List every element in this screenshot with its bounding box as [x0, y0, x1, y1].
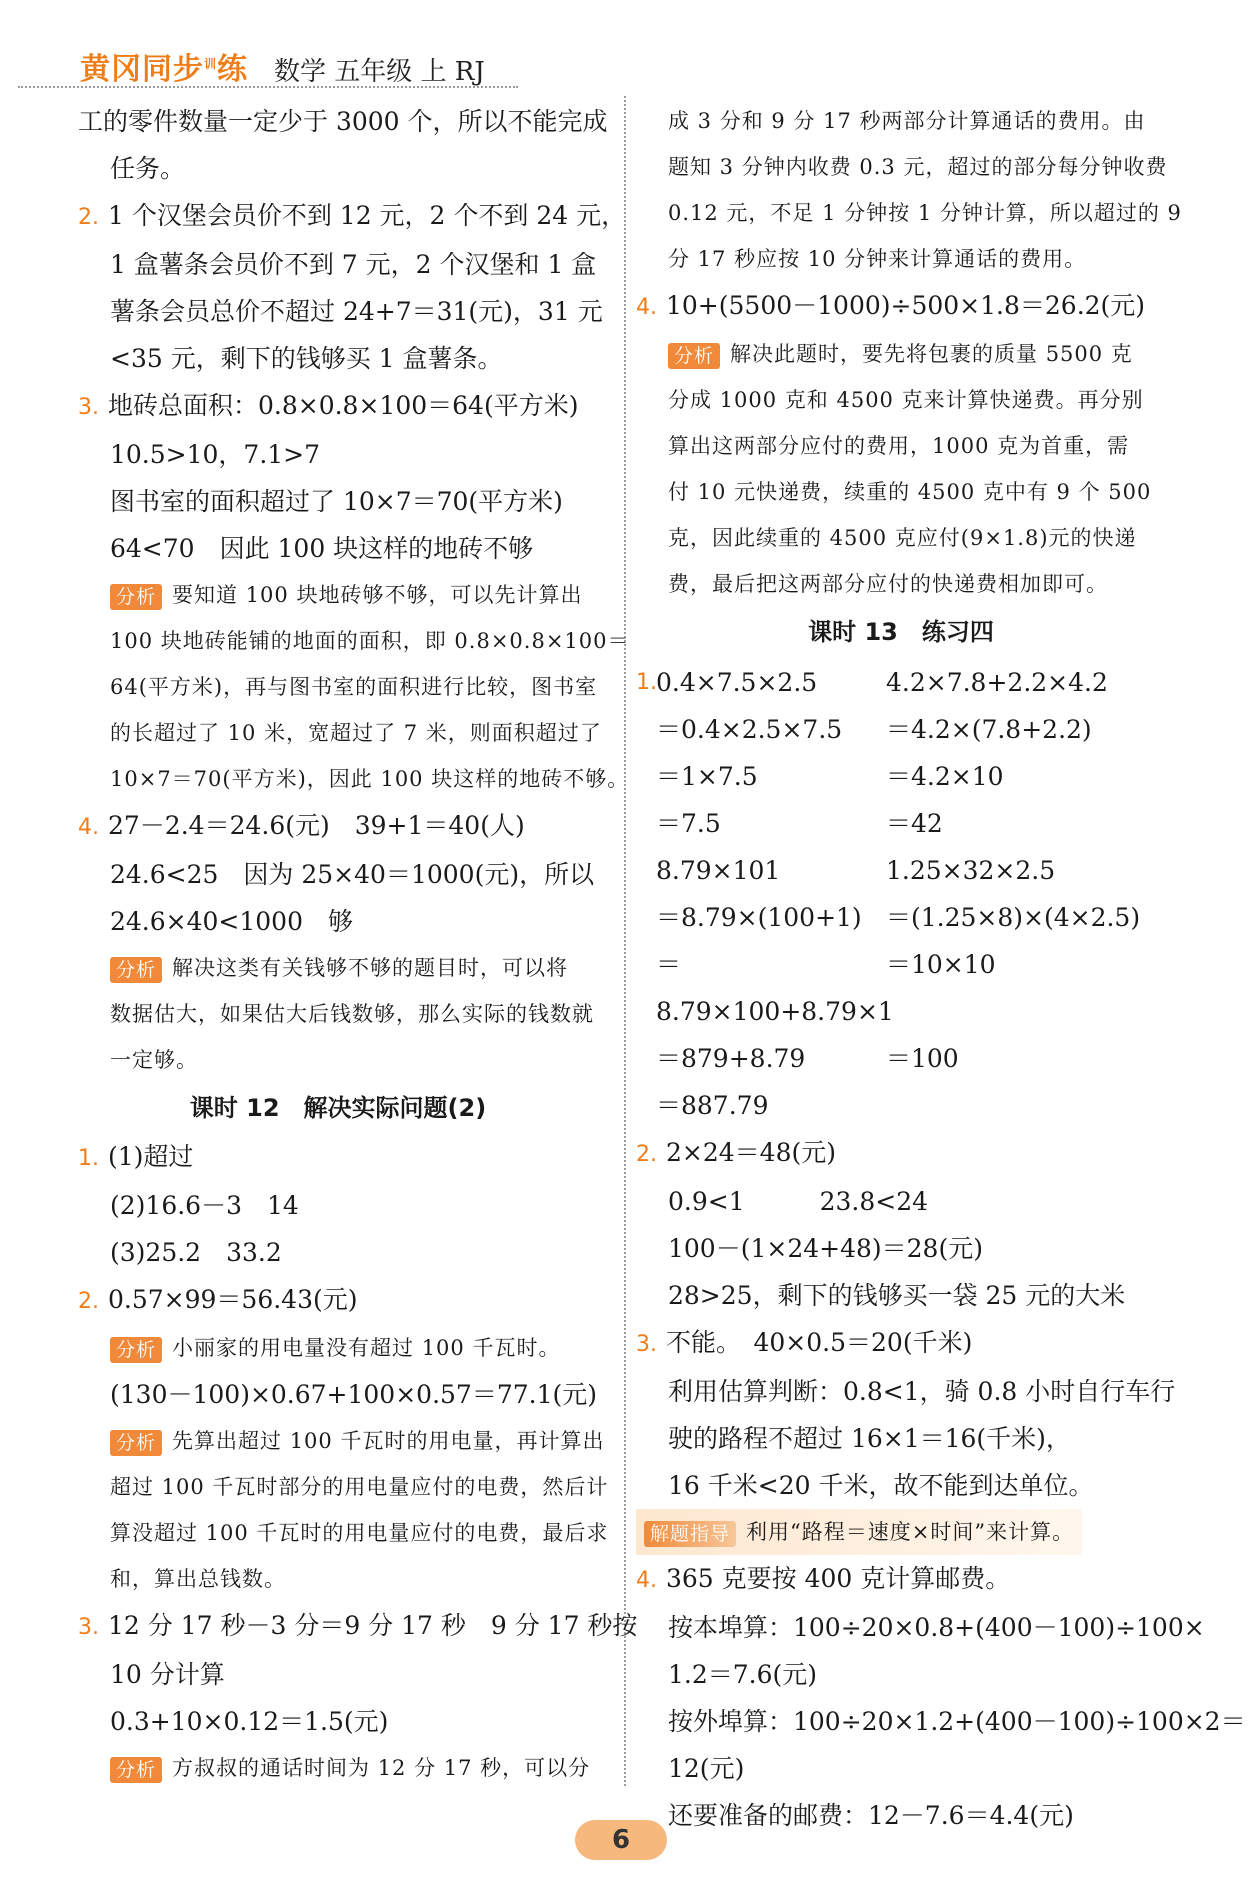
answer-text: 10 分计算: [110, 1660, 225, 1689]
calc-right: 1.25×32×2.5: [886, 856, 1056, 885]
analysis-text: 0.12 元，不足 1 分钟按 1 分钟计算，所以超过的 9: [668, 201, 1182, 225]
question-number: 3.: [78, 1615, 99, 1640]
question-number: 3.: [636, 1332, 657, 1357]
answer-text: 365 克要按 400 克计算邮费。: [666, 1564, 1011, 1593]
question-number: 2.: [636, 1142, 657, 1167]
text-line: 工的零件数量一定少于 3000 个，所以不能完成: [78, 107, 608, 136]
answer-text: 28>25，剩下的钱够买一袋 25 元的大米: [668, 1281, 1126, 1310]
analysis-tag: 分析: [110, 1337, 162, 1363]
calc-left: ＝8.79×(100+1): [656, 903, 862, 932]
answer-text: 按本埠算：100÷20×0.8+(400－100)÷100×: [668, 1613, 1205, 1642]
answer-text: 0.9<1 23.8<24: [668, 1187, 929, 1216]
answer-text: (130－100)×0.67+100×0.57＝77.1(元): [110, 1380, 597, 1409]
calc-row: [636, 706, 1166, 753]
analysis-text: 数据估大，如果估大后钱数够，那么实际的钱数就: [110, 1002, 594, 1026]
answer-text: 12(元): [668, 1754, 745, 1783]
analysis-text: 克，因此续重的 4500 克应付(9×1.8)元的快递: [668, 526, 1137, 550]
analysis-text: 超过 100 千瓦时部分的用电量应付的电费，然后计: [110, 1475, 609, 1499]
answer-text: 12 分 17 秒－3 分＝9 分 17 秒 9 分 17 秒按: [108, 1611, 638, 1640]
answer-text: 10+(5500－1000)÷500×1.8＝26.2(元): [666, 291, 1146, 320]
answer-text: 24.6×40<1000 够: [110, 907, 353, 936]
calc-left: ＝1×7.5: [656, 762, 758, 791]
answer-text: 还要准备的邮费：12－7.6＝4.4(元): [668, 1801, 1074, 1830]
column-divider: [624, 96, 626, 1786]
calc-row: [636, 894, 1166, 941]
brand-logo: 黄冈同步$^训$练: [80, 52, 249, 87]
calc-right: ＝10×10: [886, 950, 996, 979]
analysis-text: 先算出超过 100 千瓦时的用电量，再计算出: [172, 1429, 605, 1453]
analysis-tag: 分析: [110, 1430, 162, 1456]
answer-text: 0.57×99＝56.43(元): [108, 1285, 358, 1314]
calc-left: ＝879+8.79: [656, 1044, 806, 1073]
text-line: 任务。: [110, 154, 186, 183]
analysis-text: 解决这类有关钱够不够的题目时，可以将: [172, 956, 569, 980]
left-column: [78, 98, 638, 1791]
question-number: 1.: [636, 670, 657, 695]
calc-right: ＝(1.25×8)×(4×2.5): [886, 903, 1141, 932]
answer-text: 按外埠算：100÷20×1.2+(400－100)÷100×2＝: [668, 1707, 1246, 1736]
analysis-text: 解决此题时，要先将包裹的质量 5500 克: [730, 342, 1133, 366]
calc-left: ＝8.79×100+8.79×1: [656, 950, 894, 1026]
calc-row: [636, 1035, 1166, 1082]
analysis-tag: 分析: [110, 957, 162, 983]
analysis-text: 100 块地砖能铺的地面的面积，即 0.8×0.8×100＝: [110, 629, 630, 653]
analysis-tag: 分析: [110, 584, 162, 610]
lesson-heading: 课时 13 练习四: [808, 618, 994, 646]
question-number: 4.: [636, 1568, 657, 1593]
answer-text: 100－(1×24+48)＝28(元): [668, 1234, 983, 1263]
analysis-text: 小丽家的用电量没有超过 100 千瓦时。: [172, 1336, 561, 1360]
guide-tag: 解题指导: [644, 1521, 736, 1547]
analysis-text: 付 10 元快递费，续重的 4500 克中有 9 个 500: [668, 480, 1152, 504]
answer-text: 10.5>10，7.1>7: [110, 440, 321, 469]
answer-text: 驶的路程不超过 16×1＝16(千米)，: [668, 1424, 1071, 1453]
answer-text: 1 个汉堡会员价不到 12 元，2 个不到 24 元，: [108, 201, 627, 230]
analysis-text: 64(平方米)，再与图书室的面积进行比较，图书室: [110, 675, 598, 699]
guide-row: [636, 1509, 1166, 1555]
analysis-text: 费，最后把这两部分应付的快递费相加即可。: [668, 572, 1108, 596]
calc-row: [636, 1082, 1166, 1129]
question-number: 1.: [78, 1146, 99, 1171]
calculation-block: [636, 659, 1166, 1129]
analysis-text: 分成 1000 克和 4500 克来计算快递费。再分别: [668, 388, 1144, 412]
calc-right: ＝100: [886, 1044, 959, 1073]
answer-text: 2×24＝48(元): [666, 1138, 836, 1167]
calc-right: ＝4.2×10: [886, 762, 1004, 791]
analysis-text: 算出这两部分应付的费用，1000 克为首重，需: [668, 434, 1130, 458]
calc-row: [636, 753, 1166, 800]
page-header: [80, 48, 485, 88]
answer-text: 不能。 40×0.5＝20(千米): [666, 1328, 973, 1357]
answer-text: (2)16.6－3 14: [110, 1191, 299, 1220]
calc-left: 8.79×101: [656, 856, 781, 885]
analysis-tag: 分析: [110, 1757, 162, 1783]
answer-text: 0.3+10×0.12＝1.5(元): [110, 1707, 389, 1736]
answer-text: 27－2.4＝24.6(元) 39+1＝40(人): [108, 811, 525, 840]
answer-text: 地砖总面积：0.8×0.8×100＝64(平方米): [108, 391, 579, 420]
answer-text: 利用估算判断：0.8<1，骑 0.8 小时自行车行: [668, 1377, 1176, 1406]
subject-title: 数学 五年级 上 RJ: [274, 57, 485, 87]
calc-row: [636, 847, 1166, 894]
question-number: 4.: [636, 295, 657, 320]
analysis-text: 分 17 秒应按 10 分钟来计算通话的费用。: [668, 247, 1087, 271]
answer-text: <35 元，剩下的钱够买 1 盒薯条。: [110, 344, 503, 373]
answer-text: 24.6<25 因为 25×40＝1000(元)，所以: [110, 860, 595, 889]
answer-text: 图书室的面积超过了 10×7＝70(平方米): [110, 487, 563, 516]
question-number: 3.: [78, 395, 99, 420]
question-number: 2.: [78, 205, 99, 230]
analysis-text: 的长超过了 10 米，宽超过了 7 米，则面积超过了: [110, 721, 602, 745]
calc-right: 4.2×7.8+2.2×4.2: [886, 668, 1108, 697]
analysis-text: 要知道 100 块地砖够不够，可以先计算出: [172, 583, 583, 607]
guide-text: 利用“路程＝速度×时间”来计算。: [746, 1520, 1075, 1544]
calc-right: [886, 1082, 1166, 1129]
answer-text: 16 千米<20 千米，故不能到达单位。: [668, 1471, 1094, 1500]
analysis-text: 和，算出总钱数。: [110, 1567, 286, 1591]
calc-right: ＝4.2×(7.8+2.2): [886, 715, 1092, 744]
analysis-text: 方叔叔的通话时间为 12 分 17 秒，可以分: [172, 1756, 591, 1780]
analysis-text: 算没超过 100 千瓦时的用电量应付的电费，最后求: [110, 1521, 609, 1545]
answer-text: (1)超过: [108, 1142, 194, 1171]
calc-right: ＝42: [886, 809, 943, 838]
analysis-text: 一定够。: [110, 1048, 198, 1072]
calc-left: ＝7.5: [656, 809, 721, 838]
answer-text: 64<70 因此 100 块这样的地砖不够: [110, 534, 534, 563]
analysis-text: 成 3 分和 9 分 17 秒两部分计算通话的费用。由: [668, 109, 1146, 133]
page-number: 6: [575, 1820, 667, 1860]
calc-row: [636, 659, 1166, 706]
lesson-heading: 课时 12 解决实际问题(2): [189, 1094, 487, 1122]
answer-text: 薯条会员总价不超过 24+7＝31(元)，31 元: [110, 297, 603, 326]
analysis-text: 10×7＝70(平方米)，因此 100 块这样的地砖不够。: [110, 767, 630, 791]
answer-text: 1 盒薯条会员价不到 7 元，2 个汉堡和 1 盒: [110, 250, 597, 279]
calc-row: [636, 800, 1166, 847]
calc-left: ＝887.79: [656, 1091, 769, 1120]
analysis-text: 题知 3 分钟内收费 0.3 元，超过的部分每分钟收费: [668, 155, 1168, 179]
question-number: 2.: [78, 1289, 99, 1314]
question-number: 4.: [78, 815, 99, 840]
calc-left: 0.4×7.5×2.5: [656, 668, 818, 697]
answer-text: (3)25.2 33.2: [110, 1238, 282, 1267]
calc-left: ＝0.4×2.5×7.5: [656, 715, 843, 744]
header-divider: [18, 86, 518, 88]
calc-row: [636, 941, 1166, 1035]
right-column: [636, 98, 1246, 1839]
analysis-tag: 分析: [668, 343, 720, 369]
answer-text: 1.2＝7.6(元): [668, 1660, 818, 1689]
